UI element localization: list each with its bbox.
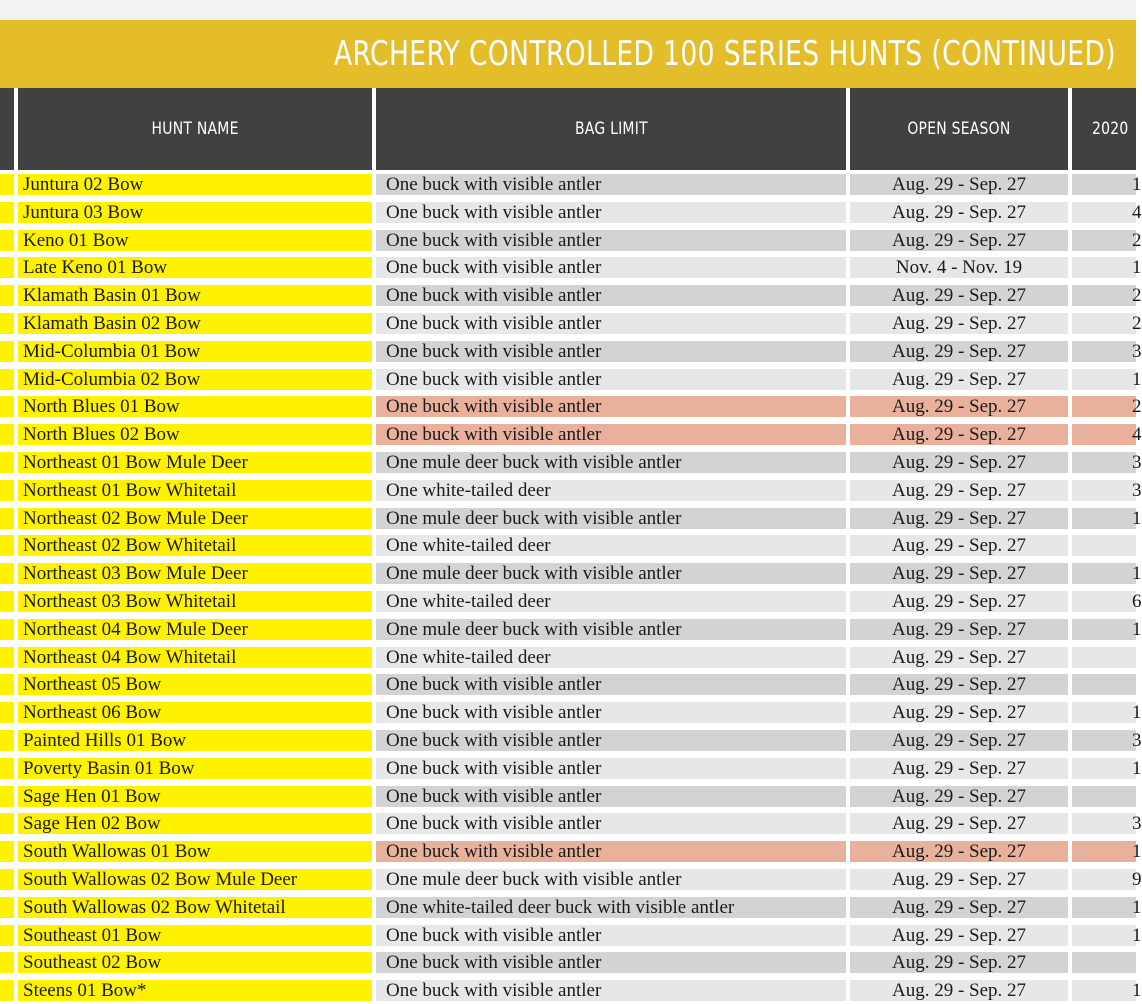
hunt-name-cell: Poverty Basin 01 Bow bbox=[18, 758, 372, 779]
header-edge bbox=[0, 88, 14, 170]
hunt-name-cell: Klamath Basin 01 Bow bbox=[18, 285, 372, 306]
bag-limit-cell: One mule deer buck with visible antler bbox=[376, 452, 846, 473]
table-row bbox=[0, 285, 1142, 307]
bag-limit-cell: One buck with visible antler bbox=[376, 980, 846, 1001]
bag-limit-cell: One white-tailed deer bbox=[376, 647, 846, 668]
tag-count-cell: 3 bbox=[1072, 341, 1136, 362]
bag-limit-cell: One buck with visible antler bbox=[376, 730, 846, 751]
row-edge bbox=[0, 786, 14, 807]
hunt-name-cell: Northeast 03 Bow Mule Deer bbox=[18, 563, 372, 584]
tag-count-cell: 2 bbox=[1072, 313, 1136, 334]
table-row bbox=[0, 896, 1142, 918]
hunt-name-cell: Northeast 03 Bow Whitetail bbox=[18, 591, 372, 612]
row-edge bbox=[0, 563, 14, 584]
tag-count-cell: 1 bbox=[1072, 257, 1136, 278]
header-bag-limit: BAG LIMIT bbox=[376, 88, 846, 170]
open-season-cell: Aug. 29 - Sep. 27 bbox=[850, 452, 1068, 473]
tag-count-cell: 1 bbox=[1072, 980, 1136, 1001]
row-edge bbox=[0, 285, 14, 306]
tag-count-cell: 3 bbox=[1072, 730, 1136, 751]
open-season-cell: Aug. 29 - Sep. 27 bbox=[850, 758, 1068, 779]
hunt-name-cell: South Wallowas 02 Bow Whitetail bbox=[18, 897, 372, 918]
hunt-name-cell: Klamath Basin 02 Bow bbox=[18, 313, 372, 334]
hunt-name-cell: Mid-Columbia 02 Bow bbox=[18, 369, 372, 390]
tag-count-cell: 1 bbox=[1072, 508, 1136, 529]
open-season-cell: Aug. 29 - Sep. 27 bbox=[850, 424, 1068, 445]
table-row bbox=[0, 702, 1142, 724]
tag-count-cell: 1 bbox=[1072, 702, 1136, 723]
hunt-name-cell: Northeast 05 Bow bbox=[18, 674, 372, 695]
tag-count-cell bbox=[1072, 674, 1136, 695]
row-edge bbox=[0, 980, 14, 1001]
table-row bbox=[0, 618, 1142, 640]
row-edge bbox=[0, 813, 14, 834]
hunt-name-cell: South Wallowas 01 Bow bbox=[18, 841, 372, 862]
hunt-name-cell: Southeast 01 Bow bbox=[18, 925, 372, 946]
table-row bbox=[0, 786, 1136, 807]
tag-count-cell: 4 bbox=[1072, 202, 1136, 223]
tag-count-cell: 6 bbox=[1072, 591, 1136, 612]
row-edge bbox=[0, 925, 14, 946]
hunt-name-cell: Sage Hen 01 Bow bbox=[18, 786, 372, 807]
row-edge bbox=[0, 591, 14, 612]
open-season-cell: Aug. 29 - Sep. 27 bbox=[850, 396, 1068, 417]
tag-count-cell: 9 bbox=[1072, 869, 1136, 890]
open-season-cell: Aug. 29 - Sep. 27 bbox=[850, 647, 1068, 668]
open-season-cell: Aug. 29 - Sep. 27 bbox=[850, 897, 1068, 918]
bag-limit-cell: One mule deer buck with visible antler bbox=[376, 869, 846, 890]
open-season-cell: Nov. 4 - Nov. 19 bbox=[850, 257, 1068, 278]
row-edge bbox=[0, 702, 14, 723]
hunt-name-cell: Mid-Columbia 01 Bow bbox=[18, 341, 372, 362]
table-row bbox=[0, 424, 1142, 446]
hunt-name-cell: Northeast 02 Bow Whitetail bbox=[18, 535, 372, 556]
tag-count-cell: 3 bbox=[1072, 813, 1136, 834]
hunt-name-cell: Southeast 02 Bow bbox=[18, 952, 372, 973]
open-season-cell: Aug. 29 - Sep. 27 bbox=[850, 285, 1068, 306]
open-season-cell: Aug. 29 - Sep. 27 bbox=[850, 925, 1068, 946]
header-open-season: OPEN SEASON bbox=[850, 88, 1068, 170]
bag-limit-cell: One buck with visible antler bbox=[376, 841, 846, 862]
tag-count-cell: 2 bbox=[1072, 396, 1136, 417]
tag-count-cell: 3 bbox=[1072, 480, 1136, 501]
bag-limit-cell: One mule deer buck with visible antler bbox=[376, 619, 846, 640]
table-row bbox=[0, 201, 1142, 223]
hunt-name-cell: Painted Hills 01 Bow bbox=[18, 730, 372, 751]
table-row bbox=[0, 368, 1142, 390]
table-row bbox=[0, 757, 1142, 779]
row-edge bbox=[0, 647, 14, 668]
hunt-name-cell: Northeast 04 Bow Mule Deer bbox=[18, 619, 372, 640]
tag-count-cell: 1 bbox=[1072, 174, 1136, 195]
row-edge bbox=[0, 452, 14, 473]
open-season-cell: Aug. 29 - Sep. 27 bbox=[850, 813, 1068, 834]
table-row bbox=[0, 340, 1142, 362]
tag-count-cell: 1 bbox=[1072, 563, 1136, 584]
open-season-cell: Aug. 29 - Sep. 27 bbox=[850, 619, 1068, 640]
hunt-name-cell: Northeast 01 Bow Mule Deer bbox=[18, 452, 372, 473]
row-edge bbox=[0, 535, 14, 556]
hunt-name-cell: Keno 01 Bow bbox=[18, 230, 372, 251]
row-edge bbox=[0, 313, 14, 334]
tag-count-cell: 1 bbox=[1072, 897, 1136, 918]
table-row bbox=[0, 174, 1142, 195]
open-season-cell: Aug. 29 - Sep. 27 bbox=[850, 563, 1068, 584]
table-row bbox=[0, 952, 1136, 973]
open-season-cell: Aug. 29 - Sep. 27 bbox=[850, 480, 1068, 501]
open-season-cell: Aug. 29 - Sep. 27 bbox=[850, 869, 1068, 890]
bag-limit-cell: One buck with visible antler bbox=[376, 786, 846, 807]
table-row bbox=[0, 507, 1142, 529]
row-edge bbox=[0, 341, 14, 362]
bag-limit-cell: One buck with visible antler bbox=[376, 925, 846, 946]
table-row bbox=[0, 452, 1142, 473]
open-season-cell: Aug. 29 - Sep. 27 bbox=[850, 508, 1068, 529]
bag-limit-cell: One white-tailed deer bbox=[376, 591, 846, 612]
hunt-name-cell: Juntura 02 Bow bbox=[18, 174, 372, 195]
hunt-name-cell: North Blues 02 Bow bbox=[18, 424, 372, 445]
table-row bbox=[0, 730, 1142, 751]
table-row bbox=[0, 647, 1136, 668]
row-edge bbox=[0, 869, 14, 890]
row-edge bbox=[0, 758, 14, 779]
row-edge bbox=[0, 396, 14, 417]
table-row bbox=[0, 535, 1136, 556]
table-row bbox=[0, 924, 1142, 946]
bag-limit-cell: One buck with visible antler bbox=[376, 369, 846, 390]
row-edge bbox=[0, 674, 14, 695]
table-row bbox=[0, 841, 1142, 863]
bag-limit-cell: One buck with visible antler bbox=[376, 341, 846, 362]
row-edge bbox=[0, 424, 14, 445]
bag-limit-cell: One white-tailed deer bbox=[376, 535, 846, 556]
bag-limit-cell: One buck with visible antler bbox=[376, 202, 846, 223]
table-row bbox=[0, 396, 1142, 418]
table-row bbox=[0, 869, 1142, 890]
table-row bbox=[0, 674, 1136, 695]
bag-limit-cell: One buck with visible antler bbox=[376, 813, 846, 834]
open-season-cell: Aug. 29 - Sep. 27 bbox=[850, 674, 1068, 695]
table-row bbox=[0, 591, 1142, 612]
tag-count-cell bbox=[1072, 647, 1136, 668]
row-edge bbox=[0, 619, 14, 640]
page-title: ARCHERY CONTROLLED 100 SERIES HUNTS (CONTINUED) bbox=[334, 34, 1116, 74]
hunt-name-cell: Northeast 04 Bow Whitetail bbox=[18, 647, 372, 668]
open-season-cell: Aug. 29 - Sep. 27 bbox=[850, 174, 1068, 195]
bag-limit-cell: One buck with visible antler bbox=[376, 702, 846, 723]
bag-limit-cell: One buck with visible antler bbox=[376, 257, 846, 278]
open-season-cell: Aug. 29 - Sep. 27 bbox=[850, 730, 1068, 751]
tag-count-cell: 1 bbox=[1072, 758, 1136, 779]
hunt-name-cell: Northeast 02 Bow Mule Deer bbox=[18, 508, 372, 529]
tag-count-cell: 1 bbox=[1072, 841, 1136, 862]
top-strip bbox=[0, 0, 1136, 20]
table-row bbox=[0, 313, 1142, 334]
open-season-cell: Aug. 29 - Sep. 27 bbox=[850, 786, 1068, 807]
table-row bbox=[0, 479, 1142, 501]
table-row bbox=[0, 229, 1142, 251]
row-edge bbox=[0, 174, 14, 195]
bag-limit-cell: One buck with visible antler bbox=[376, 174, 846, 195]
row-edge bbox=[0, 230, 14, 251]
row-edge bbox=[0, 897, 14, 918]
table-row bbox=[0, 813, 1142, 835]
open-season-cell: Aug. 29 - Sep. 27 bbox=[850, 980, 1068, 1001]
open-season-cell: Aug. 29 - Sep. 27 bbox=[850, 591, 1068, 612]
bag-limit-cell: One buck with visible antler bbox=[376, 674, 846, 695]
open-season-cell: Aug. 29 - Sep. 27 bbox=[850, 369, 1068, 390]
bag-limit-cell: One buck with visible antler bbox=[376, 285, 846, 306]
tag-count-cell bbox=[1072, 786, 1136, 807]
hunts-table bbox=[0, 88, 1142, 1004]
bag-limit-cell: One buck with visible antler bbox=[376, 313, 846, 334]
bag-limit-cell: One buck with visible antler bbox=[376, 952, 846, 973]
row-edge bbox=[0, 730, 14, 751]
bag-limit-cell: One buck with visible antler bbox=[376, 758, 846, 779]
table-row bbox=[0, 980, 1142, 1002]
tag-count-cell: 1 bbox=[1072, 619, 1136, 640]
row-edge bbox=[0, 841, 14, 862]
hunt-name-cell: Northeast 01 Bow Whitetail bbox=[18, 480, 372, 501]
open-season-cell: Aug. 29 - Sep. 27 bbox=[850, 341, 1068, 362]
hunt-name-cell: Northeast 06 Bow bbox=[18, 702, 372, 723]
table-row bbox=[0, 257, 1142, 279]
tag-count-cell: 2 bbox=[1072, 230, 1136, 251]
tag-count-cell: 3 bbox=[1072, 452, 1136, 473]
bag-limit-cell: One white-tailed deer buck with visible antler bbox=[376, 897, 846, 918]
tag-count-cell: 4 bbox=[1072, 424, 1136, 445]
table-row bbox=[0, 563, 1142, 585]
open-season-cell: Aug. 29 - Sep. 27 bbox=[850, 202, 1068, 223]
tag-count-cell: 2 bbox=[1072, 285, 1136, 306]
row-edge bbox=[0, 952, 14, 973]
open-season-cell: Aug. 29 - Sep. 27 bbox=[850, 535, 1068, 556]
header-hunt-name: HUNT NAME bbox=[18, 88, 372, 170]
tag-count-cell bbox=[1072, 952, 1136, 973]
hunt-name-cell: Sage Hen 02 Bow bbox=[18, 813, 372, 834]
hunt-name-cell: South Wallowas 02 Bow Mule Deer bbox=[18, 869, 372, 890]
tag-count-cell bbox=[1072, 535, 1136, 556]
open-season-cell: Aug. 29 - Sep. 27 bbox=[850, 952, 1068, 973]
row-edge bbox=[0, 508, 14, 529]
tag-count-cell: 1 bbox=[1072, 925, 1136, 946]
bag-limit-cell: One white-tailed deer bbox=[376, 480, 846, 501]
open-season-cell: Aug. 29 - Sep. 27 bbox=[850, 313, 1068, 334]
header-year: 2020 bbox=[1072, 88, 1136, 170]
row-edge bbox=[0, 257, 14, 278]
hunt-name-cell: Steens 01 Bow* bbox=[18, 980, 372, 1001]
open-season-cell: Aug. 29 - Sep. 27 bbox=[850, 841, 1068, 862]
tag-count-cell: 1 bbox=[1072, 369, 1136, 390]
open-season-cell: Aug. 29 - Sep. 27 bbox=[850, 230, 1068, 251]
hunt-name-cell: Late Keno 01 Bow bbox=[18, 257, 372, 278]
bag-limit-cell: One buck with visible antler bbox=[376, 230, 846, 251]
bag-limit-cell: One buck with visible antler bbox=[376, 396, 846, 417]
row-edge bbox=[0, 480, 14, 501]
hunt-name-cell: Juntura 03 Bow bbox=[18, 202, 372, 223]
open-season-cell: Aug. 29 - Sep. 27 bbox=[850, 702, 1068, 723]
hunt-name-cell: North Blues 01 Bow bbox=[18, 396, 372, 417]
bag-limit-cell: One buck with visible antler bbox=[376, 424, 846, 445]
bag-limit-cell: One mule deer buck with visible antler bbox=[376, 508, 846, 529]
row-edge bbox=[0, 202, 14, 223]
row-edge bbox=[0, 369, 14, 390]
bag-limit-cell: One mule deer buck with visible antler bbox=[376, 563, 846, 584]
